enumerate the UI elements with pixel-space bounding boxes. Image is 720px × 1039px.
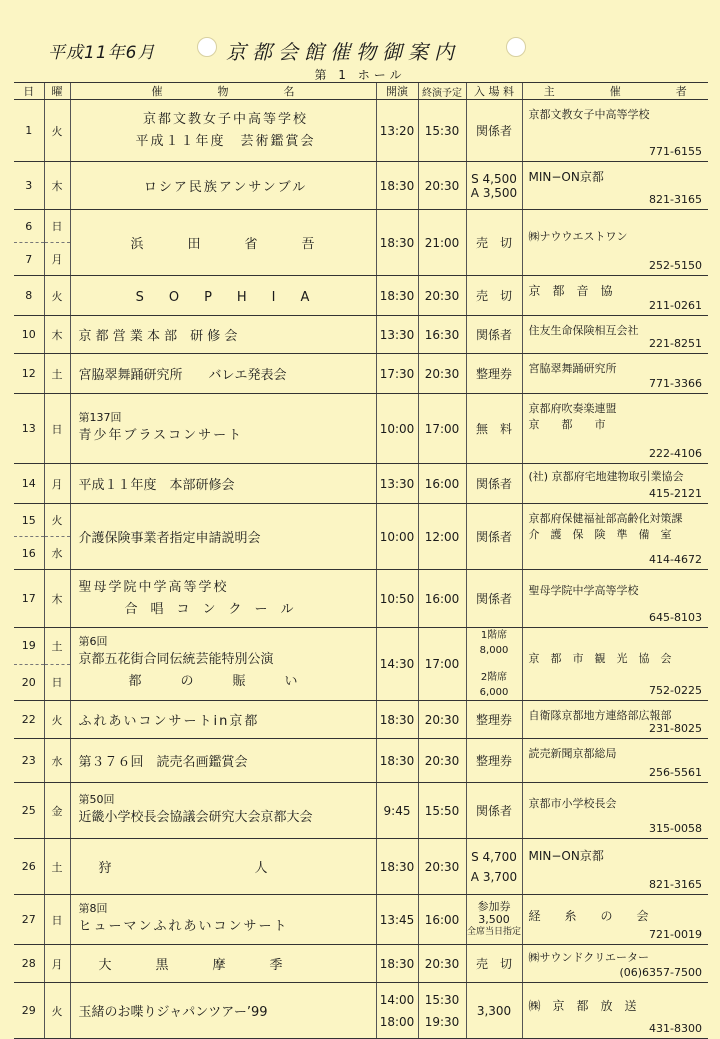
table-row <box>14 210 708 243</box>
row-fee: 関係者 <box>466 464 522 504</box>
table-row <box>14 783 708 839</box>
table-row <box>14 739 708 783</box>
row-organizer <box>522 276 708 316</box>
organizer-name: 京都府保健福祉部高齢化対策課 <box>528 512 683 525</box>
fee-line-1: S 4,500 <box>471 171 517 186</box>
row-fee: 整理券 <box>466 354 522 394</box>
row-weekday: 日 <box>44 895 70 945</box>
row-event <box>70 895 376 945</box>
organizer-phone: (06)6357-7500 <box>619 966 702 979</box>
row-weekday: 日 <box>44 664 70 701</box>
table-row <box>14 464 708 504</box>
header-open: 開演 <box>376 83 418 100</box>
row-organizer <box>522 210 708 276</box>
row-fee <box>466 895 522 945</box>
organizer-name: ㈱ 京 都 放 送 <box>528 999 637 1013</box>
row-day: 22 <box>14 701 44 739</box>
organizer-name-2: 介 護 保 険 準 備 室 <box>528 528 672 541</box>
table-row <box>14 945 708 983</box>
row-organizer <box>522 394 708 464</box>
organizer-name: 自衛隊京都地方連絡部広報部 <box>528 709 672 722</box>
organizer-phone: 221-8251 <box>649 337 702 350</box>
row-day: 1 <box>14 100 44 162</box>
row-organizer <box>522 504 708 570</box>
table-row <box>14 570 708 628</box>
row-fee <box>466 162 522 210</box>
row-open: 13:30 <box>376 464 418 504</box>
row-day: 23 <box>14 739 44 783</box>
hall-name: 第 1 ホール <box>314 68 406 82</box>
row-fee: 関係者 <box>466 783 522 839</box>
organizer-phone: 645-8103 <box>649 611 702 624</box>
table-row <box>14 316 708 354</box>
row-day: 27 <box>14 895 44 945</box>
row-event: 介護保険事業者指定申請説明会 <box>70 504 376 570</box>
row-day: 17 <box>14 570 44 628</box>
row-close: 12:00 <box>418 504 466 570</box>
organizer-name: 京 都 音 協 <box>528 284 613 298</box>
table-row <box>14 100 708 162</box>
fee-line-3: 全席当日指定 <box>466 927 521 937</box>
organizer-name: 京都市小学校長会 <box>528 797 617 810</box>
row-open: 13:45 <box>376 895 418 945</box>
row-weekday: 火 <box>44 100 70 162</box>
row-weekday: 水 <box>44 739 70 783</box>
event-line-1: ヒューマンふれあいコンサート <box>78 918 289 934</box>
row-open: 13:30 <box>376 316 418 354</box>
table-row <box>14 394 708 464</box>
table-row <box>14 276 708 316</box>
row-day: 6 <box>14 210 44 243</box>
organizer-phone: 721-0019 <box>649 928 702 941</box>
row-event <box>70 783 376 839</box>
row-organizer <box>522 100 708 162</box>
table-row <box>14 354 708 394</box>
row-open: 18:30 <box>376 839 418 895</box>
row-close: 21:00 <box>418 210 466 276</box>
row-event <box>70 100 376 162</box>
row-organizer <box>522 316 708 354</box>
fee-line-2: 3,500 <box>478 913 510 926</box>
event-line-1: 青少年ブラスコンサート <box>78 427 244 443</box>
row-day: 16 <box>14 537 44 570</box>
row-day: 20 <box>14 664 44 701</box>
row-day: 10 <box>14 316 44 354</box>
event-edition: 第137回 <box>78 410 122 424</box>
row-event: ふれあいコンサートin京都 <box>70 701 376 739</box>
row-weekday: 土 <box>44 839 70 895</box>
organizer-phone: 315-0058 <box>649 822 702 835</box>
row-organizer <box>522 628 708 701</box>
organizer-name: 経 糸 の 会 <box>528 909 649 923</box>
organizer-name: 京都文教女子中高等学校 <box>528 108 650 121</box>
header-close: 終演予定 <box>418 83 466 100</box>
row-fee: 売 切 <box>466 276 522 316</box>
event-line-1: 近畿小学校長会協議会研究大会京都大会 <box>78 809 313 825</box>
row-close: 16:00 <box>418 464 466 504</box>
organizer-name: 住友生命保険相互会社 <box>528 324 639 337</box>
row-day: 26 <box>14 839 44 895</box>
title-date: 平成11年6月 <box>48 43 156 63</box>
row-weekday: 日 <box>44 210 70 243</box>
row-day: 3 <box>14 162 44 210</box>
organizer-phone: 414-4672 <box>649 553 702 566</box>
row-weekday: 土 <box>44 628 70 665</box>
row-organizer <box>522 464 708 504</box>
row-organizer <box>522 354 708 394</box>
row-close: 20:30 <box>418 739 466 783</box>
row-open: 10:50 <box>376 570 418 628</box>
header-event: 催 物 名 <box>70 83 376 100</box>
event-line-1: 京都五花街合同伝統芸能特別公演 <box>78 652 274 667</box>
close-time-1: 15:30 <box>424 992 460 1007</box>
table-row <box>14 504 708 537</box>
row-event <box>70 570 376 628</box>
row-event: 宮脇翠舞踊研究所 バレエ発表会 <box>70 354 376 394</box>
row-close: 20:30 <box>418 839 466 895</box>
organizer-name: 京 都 市 観 光 協 会 <box>528 652 672 665</box>
row-weekday: 月 <box>44 464 70 504</box>
organizer-phone: 771-3366 <box>649 377 702 390</box>
table-row <box>14 701 708 739</box>
organizer-name: 宮脇翠舞踊研究所 <box>528 362 617 375</box>
row-fee: 売 切 <box>466 210 522 276</box>
row-weekday: 木 <box>44 316 70 354</box>
row-open: 14:30 <box>376 628 418 701</box>
row-weekday: 月 <box>44 243 70 276</box>
organizer-phone: 256-5561 <box>649 766 702 779</box>
open-time-2: 18:00 <box>379 1014 415 1029</box>
table-row <box>14 628 708 665</box>
row-organizer <box>522 839 708 895</box>
fee-line-1: 1階席 8,000 <box>479 630 509 656</box>
fee-line-1: S 4,700 <box>471 849 517 864</box>
organizer-phone: 252-5150 <box>649 259 702 272</box>
row-event: ロシア民族アンサンブル <box>70 162 376 210</box>
fee-line-2: 2階席 6,000 <box>479 672 509 698</box>
row-weekday: 日 <box>44 394 70 464</box>
row-open: 18:30 <box>376 162 418 210</box>
row-event: 大 黒 摩 季 <box>70 945 376 983</box>
row-event <box>70 628 376 701</box>
organizer-name: MIN−ON京都 <box>528 849 604 863</box>
row-open: 13:20 <box>376 100 418 162</box>
row-open: 10:00 <box>376 504 418 570</box>
fee-line-2: A 3,700 <box>470 869 518 884</box>
row-fee <box>466 839 522 895</box>
row-close: 20:30 <box>418 162 466 210</box>
row-day: 25 <box>14 783 44 839</box>
row-fee: 関係者 <box>466 316 522 354</box>
row-event: 第３７６回 読売名画鑑賞会 <box>70 739 376 783</box>
organizer-name: ㈱サウンドクリエーター <box>528 951 650 964</box>
row-weekday: 水 <box>44 537 70 570</box>
row-close: 20:30 <box>418 354 466 394</box>
row-day: 8 <box>14 276 44 316</box>
row-day: 14 <box>14 464 44 504</box>
fee-line-1: 参加券 <box>477 900 511 913</box>
organizer-phone: 431-8300 <box>649 1022 702 1035</box>
row-close: 15:30 <box>418 100 466 162</box>
row-open: 18:30 <box>376 945 418 983</box>
row-close: 15:50 <box>418 783 466 839</box>
organizer-phone: 821-3165 <box>649 193 702 206</box>
row-weekday: 火 <box>44 276 70 316</box>
close-time-2: 19:30 <box>424 1014 460 1029</box>
row-close: 17:00 <box>418 394 466 464</box>
row-organizer <box>522 895 708 945</box>
row-fee: 整理券 <box>466 739 522 783</box>
organizer-name-2: 京 都 市 <box>528 418 606 431</box>
row-event <box>70 394 376 464</box>
row-close: 20:30 <box>418 701 466 739</box>
row-fee: 3,300 <box>466 983 522 1039</box>
row-event: 平成１１年度 本部研修会 <box>70 464 376 504</box>
row-day: 19 <box>14 628 44 665</box>
row-open: 9:45 <box>376 783 418 839</box>
table-row <box>14 895 708 945</box>
organizer-name: 聖母学院中学高等学校 <box>528 584 639 597</box>
row-organizer <box>522 783 708 839</box>
event-line-2: 都 の 賑 い <box>128 674 298 689</box>
row-open: 18:30 <box>376 739 418 783</box>
row-close: 17:00 <box>418 628 466 701</box>
organizer-name: MIN−ON京都 <box>528 170 604 184</box>
organizer-phone: 222-4106 <box>649 447 702 460</box>
row-fee: 関係者 <box>466 570 522 628</box>
row-close: 20:30 <box>418 276 466 316</box>
header-weekday: 曜 <box>44 83 70 100</box>
row-day: 15 <box>14 504 44 537</box>
event-line-2: 合 唱 コ ン ク ー ル <box>124 601 294 617</box>
row-organizer <box>522 945 708 983</box>
row-weekday: 木 <box>44 162 70 210</box>
row-close: 20:30 <box>418 945 466 983</box>
row-fee <box>466 628 522 701</box>
row-event: 京 都 営 業 本 部 研 修 会 <box>70 316 376 354</box>
open-time-1: 14:00 <box>379 992 415 1007</box>
organizer-phone: 231-8025 <box>649 722 702 735</box>
event-line-1: 聖母学院中学高等学校 <box>78 579 229 595</box>
row-event: 浜 田 省 吾 <box>70 210 376 276</box>
organizer-name: (社) 京都府宅地建物取引業協会 <box>528 470 684 483</box>
header-organizer: 主 催 者 <box>522 83 708 100</box>
row-open: 18:30 <box>376 701 418 739</box>
header-day: 日 <box>14 83 44 100</box>
event-table <box>14 82 708 1039</box>
table-row <box>14 839 708 895</box>
title-row <box>48 34 688 62</box>
organizer-phone: 752-0225 <box>649 684 702 697</box>
row-fee: 関係者 <box>466 100 522 162</box>
row-day: 29 <box>14 983 44 1039</box>
row-fee: 整理券 <box>466 701 522 739</box>
event-edition: 第50回 <box>78 792 115 806</box>
row-event: S O P H I A <box>70 276 376 316</box>
row-day: 7 <box>14 243 44 276</box>
row-weekday: 金 <box>44 783 70 839</box>
row-organizer <box>522 570 708 628</box>
row-open: 10:00 <box>376 394 418 464</box>
organizer-phone: 415-2121 <box>649 487 702 500</box>
row-organizer <box>522 739 708 783</box>
fee-line-2: A 3,500 <box>470 185 518 200</box>
organizer-name: 京都府吹奏楽連盟 <box>528 402 617 415</box>
organizer-name: ㈱ナウウエストワン <box>528 230 628 243</box>
organizer-phone: 211-0261 <box>649 299 702 312</box>
event-line-1: 京都文教女子中高等学校 <box>142 111 308 127</box>
row-organizer <box>522 701 708 739</box>
row-close: 16:00 <box>418 895 466 945</box>
row-open: 18:30 <box>376 210 418 276</box>
table-row <box>14 162 708 210</box>
page-title: 京都会館催物御案内 <box>226 40 460 64</box>
header-fee: 入 場 料 <box>466 83 522 100</box>
row-open: 18:30 <box>376 276 418 316</box>
organizer-name: 読売新聞京都総局 <box>528 747 617 760</box>
row-weekday: 火 <box>44 983 70 1039</box>
row-organizer <box>522 162 708 210</box>
organizer-phone: 821-3165 <box>649 878 702 891</box>
row-day: 13 <box>14 394 44 464</box>
row-day: 28 <box>14 945 44 983</box>
row-open: 17:30 <box>376 354 418 394</box>
row-weekday: 木 <box>44 570 70 628</box>
row-close: 16:30 <box>418 316 466 354</box>
organizer-phone: 771-6155 <box>649 145 702 158</box>
row-fee: 売 切 <box>466 945 522 983</box>
table-header <box>14 83 708 100</box>
row-event: 玉緒のお喋りジャパンツアー’99 <box>70 983 376 1039</box>
event-edition: 第6回 <box>78 635 108 648</box>
event-edition: 第8回 <box>78 901 108 915</box>
row-close: 16:00 <box>418 570 466 628</box>
row-fee: 無 料 <box>466 394 522 464</box>
row-event: 狩 人 <box>70 839 376 895</box>
event-line-2: 平成１１年度 芸術鑑賞会 <box>135 133 316 149</box>
row-day: 12 <box>14 354 44 394</box>
row-weekday: 土 <box>44 354 70 394</box>
row-fee: 関係者 <box>466 504 522 570</box>
row-weekday: 火 <box>44 504 70 537</box>
row-weekday: 月 <box>44 945 70 983</box>
row-weekday: 火 <box>44 701 70 739</box>
